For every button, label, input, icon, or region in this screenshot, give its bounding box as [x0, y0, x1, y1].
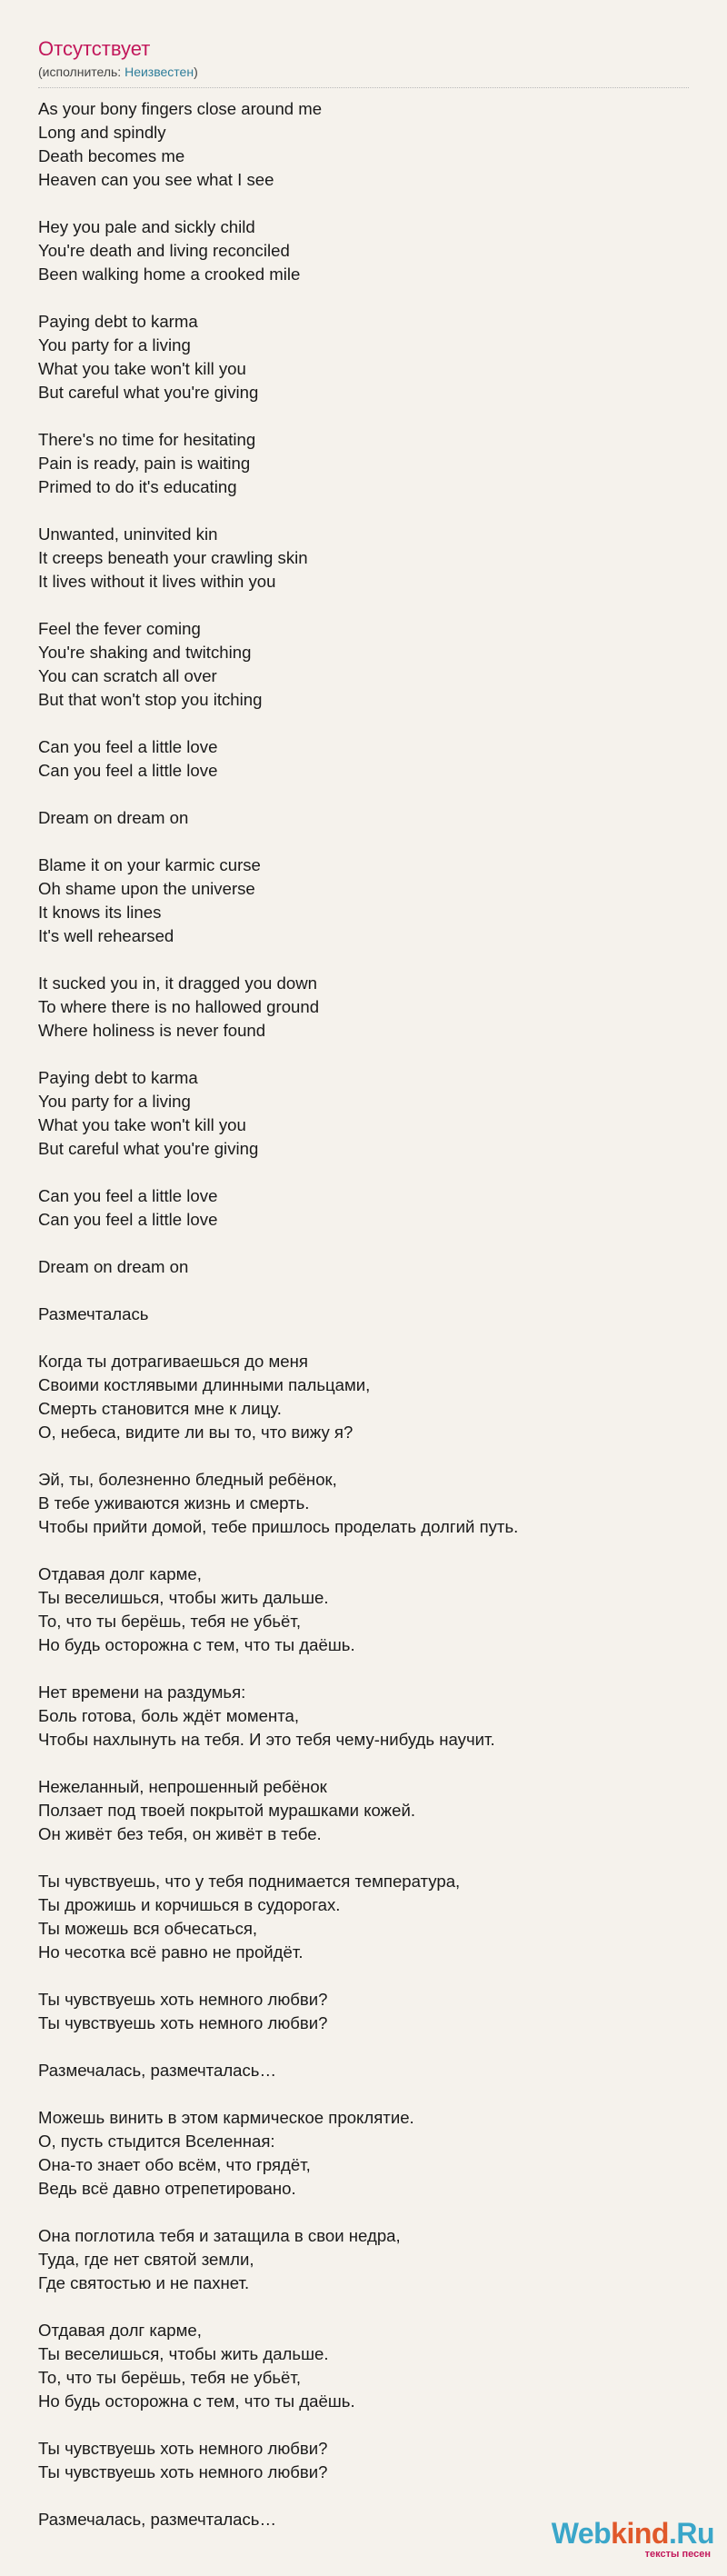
lyrics-line: Been walking home a crooked mile — [38, 265, 301, 284]
lyrics-line: It sucked you in, it dragged you down — [38, 973, 317, 993]
lyrics-stanza — [38, 2059, 689, 2082]
lyrics-line: Where holiness is never found — [38, 1021, 266, 1040]
lyrics-stanza — [38, 1303, 689, 1326]
lyrics-line: Чтобы прийти домой, тебе пришлось проделать долгий путь. — [38, 1517, 519, 1536]
lyrics-line: Ты чувствуешь хоть немного любви? — [38, 2013, 328, 2032]
lyrics-line: Ведь всё давно отрепетировано. — [38, 2179, 296, 2198]
lyrics-line: Unwanted, uninvited kin — [38, 524, 218, 544]
lyrics-line: Она поглотила тебя и затащила в свои недра, — [38, 2226, 401, 2245]
lyrics-line: It lives without it lives within you — [38, 572, 276, 591]
lyrics-line: What you take won't kill you — [38, 1115, 246, 1134]
lyrics-line: В тебе уживаются жизнь и смерть. — [38, 1493, 310, 1513]
lyrics-line: О, пусть стыдится Вселенная: — [38, 2132, 275, 2151]
lyrics-line: As your bony fingers close around me — [38, 99, 323, 118]
lyrics-stanza — [38, 1563, 689, 1657]
lyrics-line: То, что ты берёшь, тебя не убьёт, — [38, 1612, 302, 1631]
lyrics-line: Ты чувствуешь хоть немного любви? — [38, 2462, 328, 2481]
lyrics-stanza — [38, 1988, 689, 2035]
lyrics-line: Paying debt to karma — [38, 1068, 198, 1087]
lyrics-line: Но чесотка всё равно не пройдёт. — [38, 1942, 304, 1962]
lyrics-line: Paying debt to karma — [38, 312, 198, 331]
lyrics-line: Dream on dream on — [38, 1257, 189, 1276]
lyrics-line: Он живёт без тебя, он живёт в тебе. — [38, 1824, 322, 1843]
artist-suffix: ) — [194, 65, 198, 79]
lyrics-stanza — [38, 972, 689, 1043]
lyrics-line: It creeps beneath your crawling skin — [38, 548, 308, 567]
lyrics-line: Ты чувствуешь, что у тебя поднимается температура, — [38, 1872, 461, 1891]
lyrics-stanza — [38, 854, 689, 948]
lyrics-line: But that won't stop you itching — [38, 690, 263, 709]
lyrics — [38, 97, 689, 2531]
lyrics-line: Ты дрожишь и корчишься в судорогах. — [38, 1895, 341, 1914]
lyrics-stanza — [38, 617, 689, 712]
lyrics-line: Когда ты дотрагиваешься до меня — [38, 1352, 308, 1371]
lyrics-line: Ты чувствуешь хоть немного любви? — [38, 2439, 328, 2458]
lyrics-line: Ползает под твоей покрытой мурашками кожей. — [38, 1801, 416, 1820]
lyrics-line: You party for a living — [38, 1092, 191, 1111]
lyrics-line: Боль готова, боль ждёт момента, — [38, 1706, 300, 1725]
logo-web: Web — [551, 2517, 612, 2550]
lyrics-line: But careful what you're giving — [38, 383, 259, 402]
lyrics-line: Hey you pale and sickly child — [38, 217, 255, 236]
lyrics-stanza — [38, 1255, 689, 1279]
lyrics-line: You can scratch all over — [38, 666, 217, 685]
lyrics-line: Своими костлявыми длинными пальцами, — [38, 1375, 371, 1394]
lyrics-stanza — [38, 1066, 689, 1161]
lyrics-line: Primed to do it's educating — [38, 477, 237, 496]
lyrics-line: Can you feel a little love — [38, 737, 218, 756]
lyrics-line: Отдавая долг карме, — [38, 1564, 202, 1583]
lyrics-line: О, небеса, видите ли вы то, что вижу я? — [38, 1423, 354, 1442]
lyrics-line: Смерть становится мне к лицу. — [38, 1399, 282, 1418]
lyrics-line: There's no time for hesitating — [38, 430, 256, 449]
lyrics-stanza — [38, 1870, 689, 1964]
lyrics-line: Нежеланный, непрошенный ребёнок — [38, 1777, 327, 1796]
lyrics-line: Чтобы нахлынуть на тебя. И это тебя чему-нибудь научит. — [38, 1730, 495, 1749]
lyrics-stanza — [38, 1681, 689, 1752]
lyrics-line: Can you feel a little love — [38, 761, 218, 780]
lyrics-line: Ты веселишься, чтобы жить дальше. — [38, 1588, 329, 1607]
header-divider — [38, 87, 689, 88]
lyrics-stanza — [38, 735, 689, 783]
lyrics-line: Размечалась, размечталась… — [38, 2510, 277, 2529]
lyrics-line: Can you feel a little love — [38, 1210, 218, 1229]
song-title: Отсутствует — [38, 37, 151, 60]
lyrics-line: Pain is ready, pain is waiting — [38, 454, 251, 473]
lyrics-line: Размечалась, размечталась… — [38, 2061, 277, 2080]
lyrics-stanza — [38, 2224, 689, 2295]
lyrics-line: Эй, ты, болезненно бледный ребёнок, — [38, 1470, 337, 1489]
lyrics-stanza — [38, 1184, 689, 1232]
lyrics-line: Но будь осторожна с тем, что ты даёшь. — [38, 2391, 355, 2411]
lyrics-line: It knows its lines — [38, 903, 162, 922]
lyrics-line: Heaven can you see what I see — [38, 170, 274, 189]
lyrics-line: Можешь винить в этом кармическое проклятие. — [38, 2108, 414, 2127]
lyrics-line: Long and spindly — [38, 123, 166, 142]
lyrics-line: To where there is no hallowed ground — [38, 997, 320, 1016]
lyrics-line: Ты веселишься, чтобы жить дальше. — [38, 2344, 329, 2363]
lyrics-line: Нет времени на раздумья: — [38, 1682, 246, 1702]
lyrics-stanza — [38, 1468, 689, 1539]
lyrics-line: Can you feel a little love — [38, 1186, 218, 1205]
lyrics-line: Death becomes me — [38, 146, 185, 165]
lyrics-line: Но будь осторожна с тем, что ты даёшь. — [38, 1635, 355, 1654]
lyrics-line: You party for a living — [38, 335, 191, 354]
lyrics-line: You're shaking and twitching — [38, 643, 252, 662]
lyrics-line: То, что ты берёшь, тебя не убьёт, — [38, 2368, 302, 2387]
lyrics-line: What you take won't kill you — [38, 359, 246, 378]
lyrics-line: Она-то знает обо всём, что грядёт, — [38, 2155, 311, 2174]
lyrics-line: Oh shame upon the universe — [38, 879, 255, 898]
lyrics-stanza — [38, 310, 689, 404]
lyrics-line: Blame it on your karmic curse — [38, 855, 261, 874]
lyrics-stanza — [38, 2437, 689, 2484]
artist-line — [38, 64, 689, 80]
lyrics-line: Dream on dream on — [38, 808, 189, 827]
artist-prefix: (исполнитель: — [38, 65, 125, 79]
lyrics-stanza — [38, 2106, 689, 2201]
lyrics-stanza — [38, 1775, 689, 1846]
lyrics-stanza — [38, 97, 689, 192]
lyrics-stanza — [38, 806, 689, 830]
lyrics-line: You're death and living reconciled — [38, 241, 290, 260]
lyrics-stanza — [38, 1350, 689, 1444]
lyrics-line: It's well rehearsed — [38, 926, 174, 945]
lyrics-line: Feel the fever coming — [38, 619, 201, 638]
logo-ru: .Ru — [668, 2517, 714, 2550]
logo-kind: kind — [611, 2517, 669, 2550]
lyrics-stanza — [38, 2319, 689, 2413]
site-logo[interactable] — [552, 2518, 714, 2560]
lyrics-line: Где святостью и не пахнет. — [38, 2273, 250, 2292]
lyrics-stanza — [38, 215, 689, 286]
lyrics-line: Ты чувствуешь хоть немного любви? — [38, 1990, 328, 2009]
logo-wordmark — [552, 2518, 714, 2549]
lyrics-line: Отдавая долг карме, — [38, 2321, 202, 2340]
lyrics-line: Размечталась — [38, 1304, 149, 1323]
lyrics-line: Туда, где нет святой земли, — [38, 2250, 254, 2269]
lyrics-stanza — [38, 523, 689, 594]
lyrics-line: But careful what you're giving — [38, 1139, 259, 1158]
artist-link[interactable]: Неизвестен — [124, 65, 194, 79]
logo-tagline: тексты песен — [644, 2549, 711, 2560]
lyrics-stanza — [38, 428, 689, 499]
lyrics-line: Ты можешь вся обчесаться, — [38, 1919, 258, 1938]
